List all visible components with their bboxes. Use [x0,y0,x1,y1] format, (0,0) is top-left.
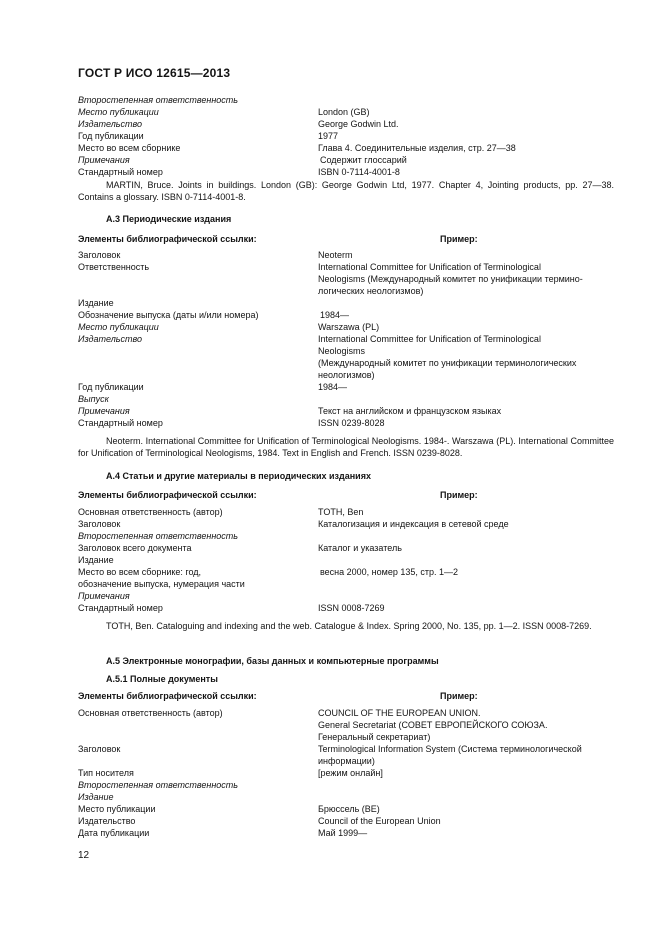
field-label: Примечания [78,406,130,416]
field-row [78,531,618,543]
field-label: Заголовок всего документа [78,543,192,553]
field-label: Заголовок [78,250,121,260]
field-value: Глава 4. Соединительные изделия, стр. 27—38 [318,143,516,153]
field-row [78,262,618,274]
field-row [78,167,618,179]
a4-col-right: Пример: [440,490,478,500]
a5-col-right: Пример: [440,691,478,701]
field-label: Издательство [78,334,143,344]
field-row [78,382,618,394]
field-row [78,107,618,119]
field-label: Год публикации [78,131,144,141]
field-label: Место во всем сборнике: год, [78,567,202,577]
field-value: Брюссель (BE) [318,804,380,814]
field-label: Заголовок [78,744,121,754]
a5-col-left: Элементы библиографической ссылки: [78,691,257,701]
field-row [78,274,618,286]
page-number: 12 [78,850,90,861]
field-value: Содержит глоссарий [320,155,407,165]
field-row [78,143,618,155]
page-title: ГОСТ Р ИСО 12615—2013 [78,66,231,80]
field-label: Примечания [78,591,130,601]
field-row [78,406,618,418]
field-row [78,828,618,840]
field-row [78,780,618,792]
field-label: Второстепенная ответственность [78,780,239,790]
field-row [78,119,618,131]
a4-example: TOTH, Ben. Cataloguing and indexing and the web. Catalogue & Index. Spring 2000, No. 135, pp. 1—2. ISSN 0008-7269. [106,621,592,631]
field-row [78,346,618,358]
field-label: Обозначение выпуска (даты и/или номера) [78,310,259,320]
field-value: Май 1999— [318,828,368,838]
field-value: Neologisms [318,346,366,356]
field-label: Место публикации [78,804,156,814]
field-row [78,732,618,744]
field-value: London (GB) [318,107,370,117]
field-value: ISBN 0-7114-4001-8 [318,167,400,177]
field-row [78,579,618,591]
field-value: Council of the European Union [318,816,441,826]
field-row [78,298,618,310]
field-label: Основная ответственность (автор) [78,708,223,718]
section-a3-title: А.3 Периодические издания [106,214,232,224]
field-value: Генеральный секретариат) [318,732,431,742]
field-value: логических неологизмов) [318,286,424,296]
field-label: Примечания [78,155,130,165]
a3-col-left: Элементы библиографической ссылки: [78,234,257,244]
field-value: Текст на английском и французском языках [318,406,502,416]
field-row [78,768,618,780]
field-row [78,756,618,768]
field-row [78,310,618,322]
field-row [78,394,618,406]
field-label: обозначение выпуска, нумерация части [78,579,245,589]
field-value: TOTH, Ben [318,507,364,517]
field-row [78,322,618,334]
field-value: Terminological Information System (Система терминологической [318,744,582,754]
field-value: General Secretariat (СОВЕТ ЕВРОПЕЙСКОГО СОЮЗА. [318,720,548,730]
field-row [78,250,618,262]
field-row [78,567,618,579]
field-label: Второстепенная ответственность [78,95,239,105]
field-label: Место публикации [78,107,159,117]
field-label: Место во всем сборнике [78,143,181,153]
field-row [78,507,618,519]
field-value: Warszawa (PL) [318,322,380,332]
field-row [78,708,618,720]
field-label: Издательство [78,119,143,129]
field-value: International Committee for Unification of Terminological [318,334,541,344]
field-value: 1984— [318,382,348,392]
field-row [78,334,618,346]
field-label: Второстепенная ответственность [78,531,239,541]
field-row [78,155,618,167]
field-row [78,418,618,430]
field-row [78,744,618,756]
field-row [78,792,618,804]
field-row [78,603,618,615]
section-a4-title: А.4 Статьи и другие материалы в периодических изданиях [106,471,371,481]
field-value: неологизмов) [318,370,375,380]
field-value: Neologisms (Международный комитет по унификации термино- [318,274,583,284]
field-value: George Godwin Ltd. [318,119,399,129]
field-label: Издание [78,298,114,308]
field-label: Издание [78,792,114,802]
field-value: 1984— [320,310,350,320]
field-value: [режим онлайн] [318,768,383,778]
field-value: Каталог и указатель [318,543,402,553]
field-value: 1977 [318,131,339,141]
field-value: весна 2000, номер 135, стр. 1—2 [320,567,459,577]
field-row [78,95,618,107]
field-value: (Международный комитет по унификации терминологических [318,358,577,368]
field-row [78,358,618,370]
block1-example: MARTIN, Bruce. Joints in buildings. London (GB): George Godwin Ltd, 1977. Chapter 4, Jointing products, pp. 27—38. Contains a glossary. ISBN 0-7114-4001-8. [78,180,614,202]
field-row [78,591,618,603]
field-value: Neoterm [318,250,353,260]
field-row [78,543,618,555]
field-label: Издание [78,555,114,565]
field-row [78,370,618,382]
field-row [78,519,618,531]
field-label: Стандартный номер [78,167,163,177]
section-a5-1-title: А.5.1 Полные документы [106,674,218,684]
field-label: Стандартный номер [78,603,163,613]
a3-col-right: Пример: [440,234,478,244]
field-row [78,720,618,732]
field-row [78,131,618,143]
field-row [78,804,618,816]
field-label: Ответственность [78,262,150,272]
field-label: Выпуск [78,394,109,404]
field-label: Год публикации [78,382,144,392]
field-label: Заголовок [78,519,121,529]
field-row [78,816,618,828]
field-row [78,286,618,298]
a3-example: Neoterm. International Committee for Unification of Terminological Neologisms. 1984-. Warszawa (PL). International Committee for Unification of Terminological Neologisms, 1984. Text in English and French. ISSN 0239-8028. [78,436,614,458]
a4-col-left: Элементы библиографической ссылки: [78,490,257,500]
field-label: Дата публикации [78,828,150,838]
field-value: ISSN 0239-8028 [318,418,385,428]
field-label: Стандартный номер [78,418,163,428]
field-value: информации) [318,756,375,766]
field-value: International Committee for Unification of Terminological [318,262,541,272]
section-a5-title: А.5 Электронные монографии, базы данных и компьютерные программы [106,656,439,666]
field-label: Издательство [78,816,136,826]
field-label: Основная ответственность (автор) [78,507,223,517]
field-label: Тип носителя [78,768,134,778]
field-value: ISSN 0008-7269 [318,603,385,613]
field-row [78,555,618,567]
field-value: Каталогизация и индексация в сетевой среде [318,519,509,529]
field-value: COUNCIL OF THE EUROPEAN UNION. [318,708,481,718]
field-label: Место публикации [78,322,159,332]
